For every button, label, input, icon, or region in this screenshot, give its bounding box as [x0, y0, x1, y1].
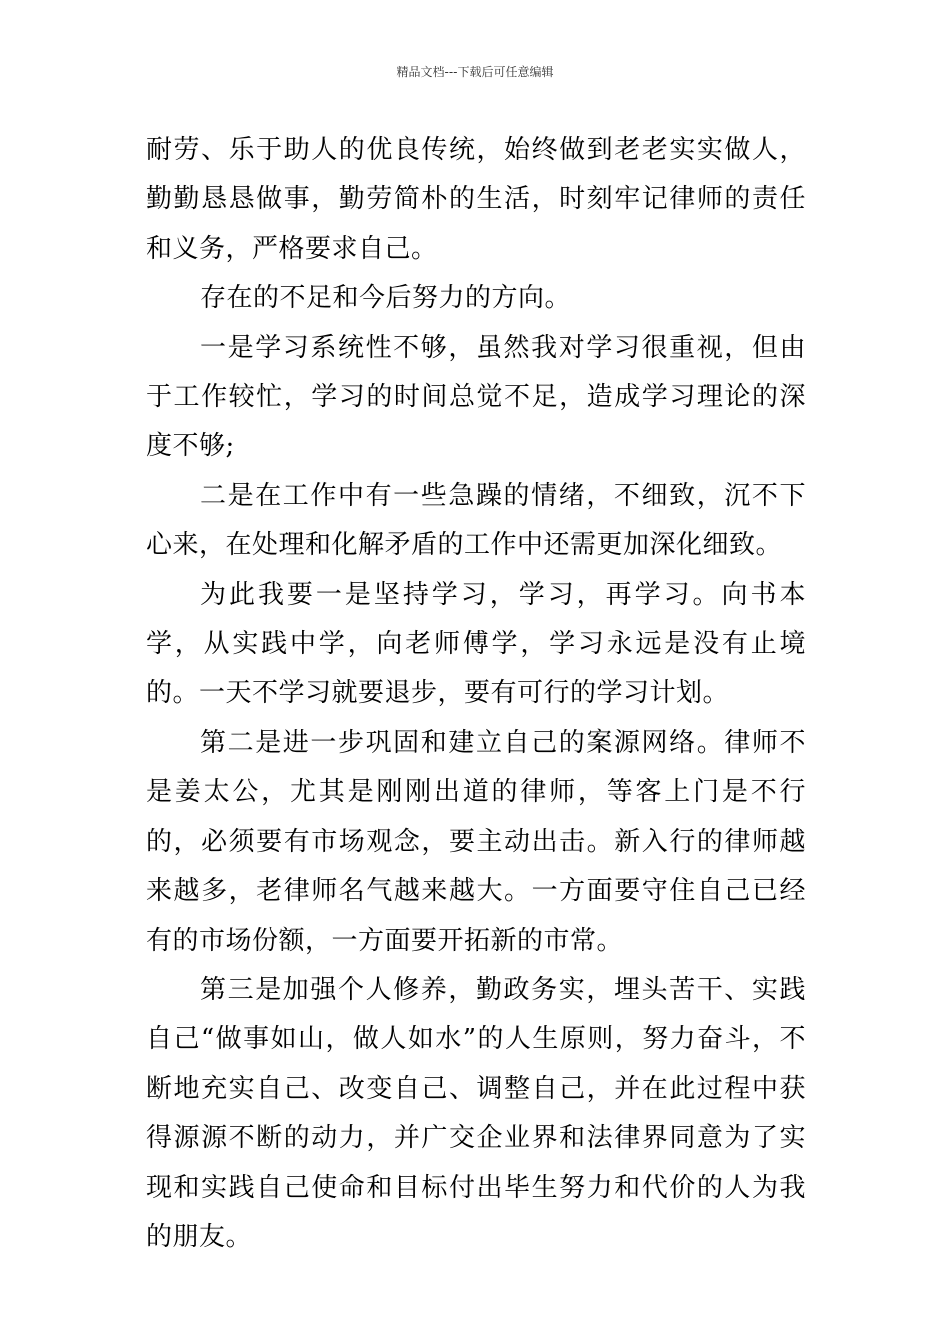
paragraph: 第二是进一步巩固和建立自己的案源网络。律师不是姜太公，尤其是刚刚出道的律师，等客上门是不行的，必须要有市场观念，要主动出击。新入行的律师越来越多，老律师名气越来越大。一方面要守住自己已经有的市场份额，一方面要开拓新的市常。 [146, 727, 806, 956]
document-body [146, 126, 806, 1262]
paragraph: 为此我要一是坚持学习，学习，再学习。向书本学，从实践中学，向老师傅学，学习永远是没有止境的。一天不学习就要退步，要有可行的学习计划。 [146, 579, 806, 709]
paragraph: 第三是加强个人修养，勤政务实，埋头苦干、实践自己“做事如山，做人如水”的人生原则，努力奋斗，不断地充实自己、改变自己、调整自己，并在此过程中获得源源不断的动力，并广交企业界和法律界同意为了实现和实践自己使命和目标付出毕生努力和代价的人为我的朋友。 [146, 974, 806, 1252]
page-header: 精品文档---下载后可任意编辑 [396, 65, 554, 79]
paragraph: 耐劳、乐于助人的优良传统，始终做到老老实实做人，勤勤恳恳做事，勤劳简朴的生活，时刻牢记律师的责任和义务，严格要求自己。 [146, 135, 806, 264]
paragraph: 二是在工作中有一些急躁的情绪，不细致，沉不下心来，在处理和化解矛盾的工作中还需更加深化细致。 [146, 480, 806, 561]
paragraph: 一是学习系统性不够，虽然我对学习很重视，但由于工作较忙，学习的时间总觉不足，造成学习理论的深度不够; [146, 332, 806, 462]
paragraph: 存在的不足和今后努力的方向。 [200, 283, 572, 314]
